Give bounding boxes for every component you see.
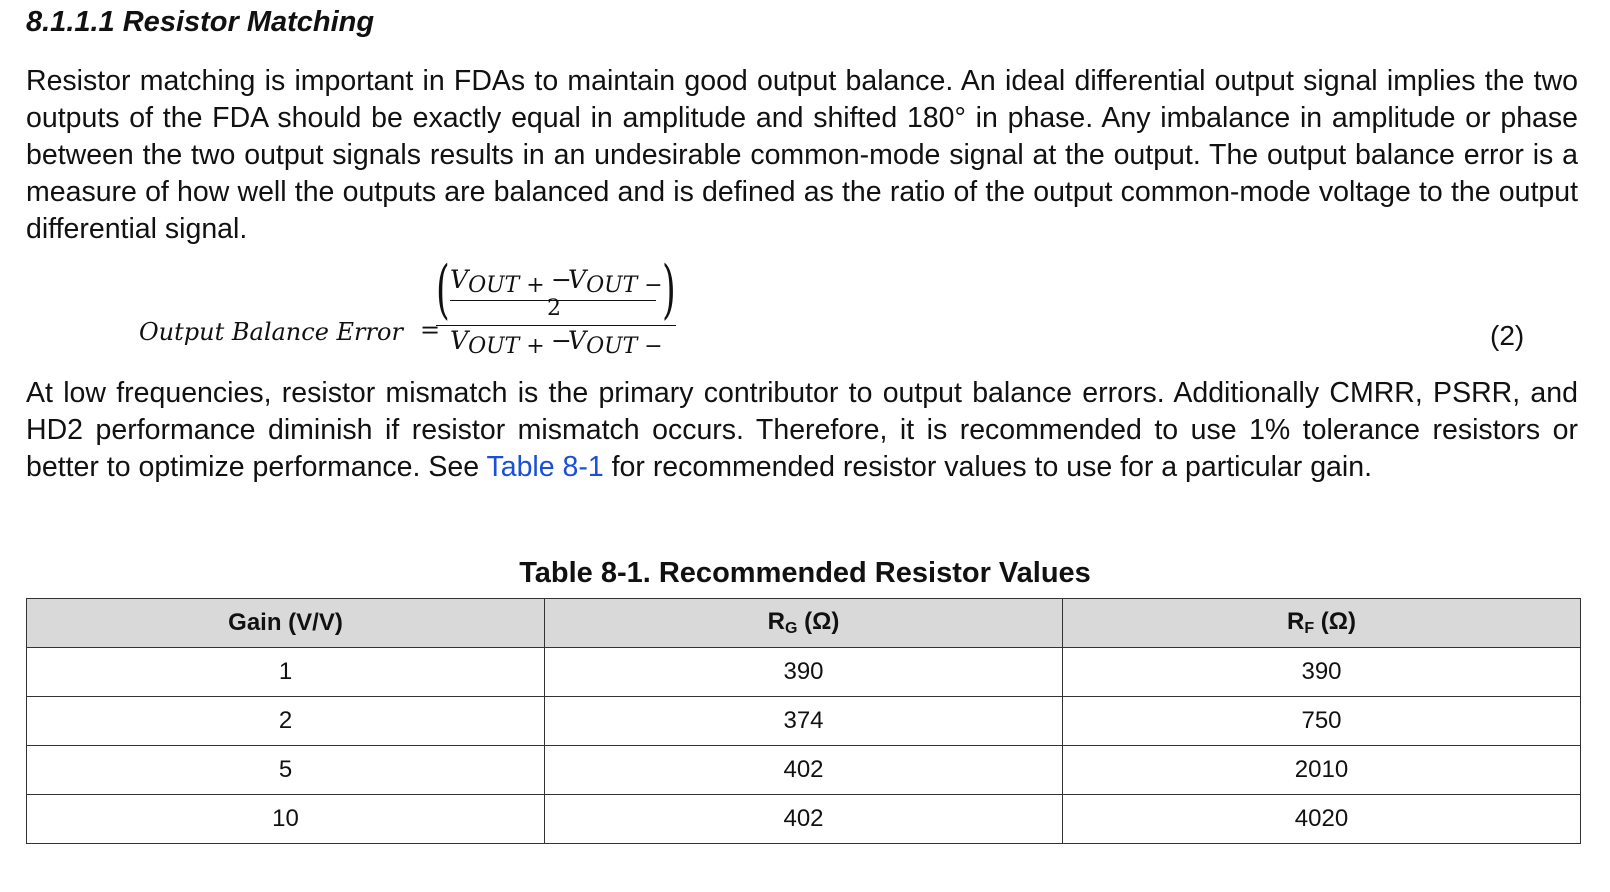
paragraph-text: At low frequencies, resistor mismatch is the primary contributor to output balance errors. Additionally CMRR, PSRR, and HD2 performance diminish if resistor mismatch occurs. Therefore, it is recommended to use 1% tolerance resistors or better to optimize performance. See [26,377,1578,483]
equation-number: (2) [1490,320,1525,351]
table-row [27,795,1581,844]
cell-rf: 750 [1063,697,1581,746]
equation-lhs: Output Balance Error [139,318,403,346]
table-row [27,746,1581,795]
paragraph-resistor-mismatch [26,375,1578,486]
left-paren: ( [436,253,450,327]
denominator-v-plus: VOUT + [450,326,545,359]
cell-rg: 374 [545,697,1063,746]
cell-rg: 390 [545,648,1063,697]
cell-rg: 402 [545,746,1063,795]
cell-gain: 10 [27,795,545,844]
table-row [27,697,1581,746]
table-caption: Table 8-1. Recommended Resistor Values [519,557,1091,589]
denominator-minus: − [551,326,572,355]
cell-rf: 390 [1063,648,1581,697]
cell-gain: 2 [27,697,545,746]
numerator-v-minus: VOUT − [568,265,663,298]
header-gain: Gain (V/V) [27,599,545,648]
numerator-denominator-two: 2 [547,296,561,321]
paragraph-resistor-matching: Resistor matching is important in FDAs to maintain good output balance. An ideal differential output signal implies the two outputs of the FDA should be exactly equal in amplitude and shifted 180° in phase. Any imbalance in amplitude or phase between the two output signals results in an undesirable common-mode signal at the output. The output balance error is a measure of how well the outputs are balanced and is defined as the ratio of the output common-mode voltage to the output differential signal. [26,65,1578,245]
equation-equals: = [420,316,441,344]
section-heading: 8.1.1.1 Resistor Matching [26,6,375,38]
right-paren: ) [662,253,676,327]
table-row [27,648,1581,697]
header-rf: $R_F$ (Ω) [1063,599,1581,648]
cell-gain: 5 [27,746,545,795]
cell-rf: 4020 [1063,795,1581,844]
denominator-v-minus: VOUT − [568,326,663,359]
table-8-1-link[interactable]: Table 8-1 [486,451,604,483]
numerator-minus: − [551,265,572,294]
cell-rf: 2010 [1063,746,1581,795]
cell-gain: 1 [27,648,545,697]
resistor-values-table [26,598,1581,844]
paragraph-text: for recommended resistor values to use for a particular gain. [603,451,1372,483]
cell-rg: 402 [545,795,1063,844]
numerator-v-plus: VOUT + [450,265,545,298]
header-rg: $R_G$ (Ω) [545,599,1063,648]
